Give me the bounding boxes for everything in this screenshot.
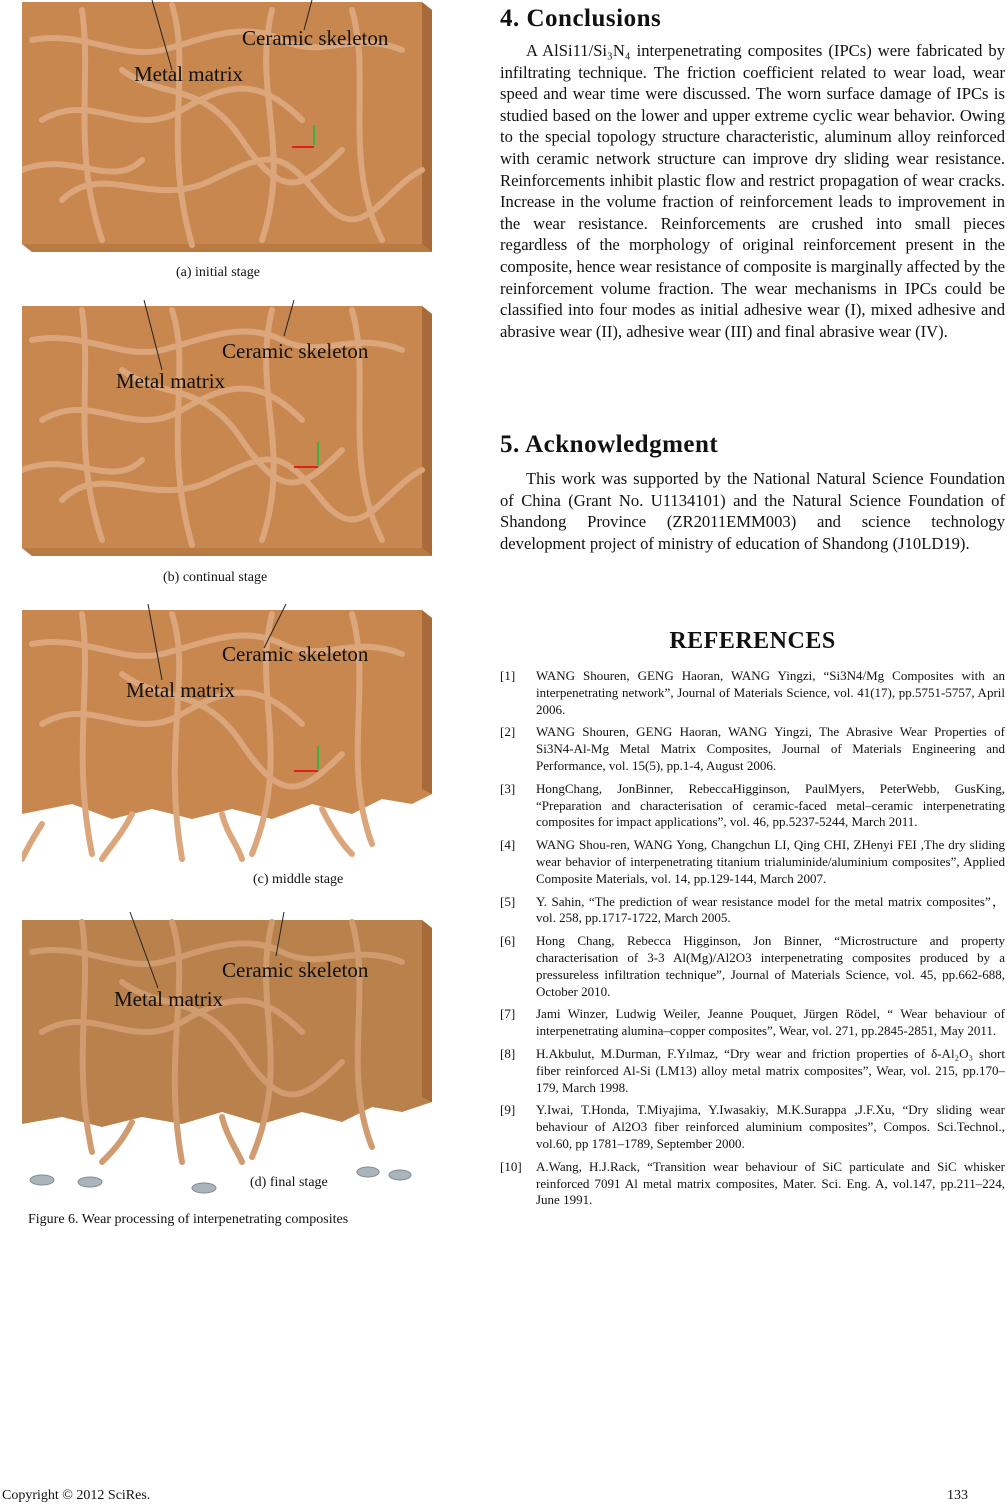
reference-item	[500, 724, 1005, 774]
reference-number: [4]	[500, 837, 516, 853]
reference-item	[500, 1046, 1005, 1096]
reference-item	[500, 668, 1005, 718]
ceramic-skeleton-label: Ceramic skeleton	[242, 26, 389, 50]
reference-text: WANG Shou-ren, WANG Yong, Changchun LI, Qing CHI, ZHenyi FEI ,The dry sliding wear behavior of interpenetrating titanium trialuminide/aluminium composites”, Applied Composite Materials, vol. 14, pp.129-144, March 2007.	[536, 837, 1005, 886]
reference-number: [1]	[500, 668, 516, 683]
copyright-notice: Copyright © 2012 SciRes.	[2, 1488, 151, 1503]
reference-number: [7]	[500, 1006, 516, 1022]
references-title: REFERENCES	[669, 628, 836, 654]
metal-matrix-label: Metal matrix	[126, 678, 236, 702]
figure-panel-c	[22, 604, 434, 864]
reference-text: H.Akbulut, M.Durman, F.Yılmaz, “Dry wear and friction properties of δ-Al₂O₃ short fiber reinforced Al-Si (LM13) alloy metal matrix composites”, Wear, vol. 215, pp.170–179, March 1998.	[536, 1045, 1005, 1095]
ceramic-skeleton-label: Ceramic skeleton	[222, 339, 369, 363]
reference-text: Y.Iwai, T.Honda, T.Miyajima, Y.Iwasakiy, M.K.Surappa ,J.F.Xu, “Dry sliding wear behaviour of Al2O3 fiber reinforced aluminium composites”, Compos. Sci.Technol., vol.60, pp 1781–1789, September 2000.	[536, 1102, 1005, 1151]
figure-panel-b	[22, 300, 434, 558]
references-list	[500, 668, 1005, 1215]
reference-text: HongChang, JonBinner, RebeccaHigginson, PaulMyers, PeterWebb, GusKing, “Preparation and characterisation of ceramic-faced metal–ceramic interpenetrating composites for impact applications”, vol. 46, pp.5237-5244, March 2011.	[536, 780, 1005, 830]
figure-caption: Figure 6. Wear processing of interpenetrating composites	[28, 1212, 349, 1227]
reference-number: [8]	[500, 1045, 516, 1061]
section-title: 4. Conclusions	[500, 5, 662, 32]
conclusions-section	[500, 4, 1005, 342]
panel-a-caption: (a) initial stage	[176, 265, 260, 280]
reference-number: [9]	[500, 1102, 516, 1118]
reference-number: [2]	[500, 724, 516, 740]
reference-number: [5]	[500, 893, 516, 909]
acknowledgment-section	[500, 430, 1005, 554]
metal-matrix-label: Metal matrix	[116, 369, 226, 393]
section-title: 5. Acknowledgment	[500, 431, 719, 458]
reference-item	[500, 1006, 1005, 1040]
page-number: 133	[947, 1488, 968, 1503]
panel-c-caption: (c) middle stage	[253, 872, 344, 887]
figure-panel-d	[22, 912, 434, 1200]
reference-text: Y. Sahin, “The prediction of wear resistance model for the metal matrix composites”， vol. 258, pp.1717-1722, March 2005.	[536, 893, 1005, 926]
reference-text: A.Wang, H.J.Rack, “Transition wear behaviour of SiC particulate and SiC whisker reinforced 7091 Al metal matrix composites, Mater. Sci. Eng. A, vol.147, pp.211–224, June 1991.	[536, 1158, 1005, 1208]
reference-text: Hong Chang, Rebecca Higginson, Jon Binner, “Microstructure and property characterisation of 3-3 Al(Mg)/Al2O3 interpenetrating composites produced by a pressureless infiltration technique”, Journal of Materials Science, vol. 45, pp.662-688, October 2010.	[536, 933, 1005, 999]
reference-number: [6]	[500, 933, 516, 949]
panel-b-caption: (b) continual stage	[163, 570, 268, 585]
figure-panel-a	[22, 0, 434, 256]
reference-number: [3]	[500, 780, 516, 796]
reference-item	[500, 837, 1005, 887]
reference-item	[500, 933, 1005, 1000]
reference-number: [10]	[500, 1158, 522, 1174]
metal-matrix-label: Metal matrix	[134, 62, 244, 86]
metal-matrix-label: Metal matrix	[114, 987, 224, 1011]
reference-item	[500, 1159, 1005, 1209]
wear-debris	[30, 1167, 411, 1193]
conclusions-text: A AlSi11/Si₃N₄ interpenetrating composites (IPCs) were fabricated by infiltrating technique. The friction coefficient related to wear load, wear speed and wear time were discussed. The worn surface damage of IPCs is studied based on the lower and upper extreme cyclic wear behavior. Owing to the special topology structure characteristic, aluminum alloy reinforced with ceramic network structure can improve dry sliding wear resistance. Reinforcements inhibit plastic flow and restrict propagation of wear cracks. Increase in the volume fraction of reinforcement leads to improvement in the wear resistance. Reinforcements are crushed into small pieces regardless of the morphology of original reinforcement present in the composite, hence wear resistance of composite is marginally affected by the reinforcement volume fraction. The wear mechanisms in IPCs could be classified into four modes as initial adhesive wear (I), mixed adhesive and abrasive wear (II), adhesive wear (III) and final abrasive wear (IV).	[500, 41, 1005, 341]
panel-d-caption: (d) final stage	[250, 1175, 328, 1190]
reference-item	[500, 781, 1005, 831]
acknowledgment-text: This work was supported by the National Natural Science Foundation of China (Grant No. U1134101) and the Natural Science Foundation of Shandong Province (ZR2011EMM003) and science technology development project of ministry of education of Shandong (J10LD19).	[500, 469, 1005, 553]
composite-block-image	[22, 912, 434, 1200]
ceramic-skeleton-label: Ceramic skeleton	[222, 642, 369, 666]
ceramic-skeleton-label: Ceramic skeleton	[222, 958, 369, 982]
reference-item	[500, 1102, 1005, 1152]
reference-text: WANG Shouren, GENG Haoran, WANG Yingzi, “Si3N4/Mg Composites with an interpenetrating network”, Journal of Materials Science, vol. 41(17), pp.5751-5757, April 2006.	[536, 668, 1005, 717]
reference-text: Jami Winzer, Ludwig Weiler, Jeanne Pouquet, Jürgen Rödel, “ Wear behaviour of interpenetrating alumina–copper composites”, Wear, vol. 271, pp.2845-2851, May 2011.	[536, 1006, 1005, 1039]
reference-text: WANG Shouren, GENG Haoran, WANG Yingzi, The Abrasive Wear Properties of Si3N4-Al-Mg Metal Matrix Composites, Journal of Materials Engineering and Performance, vol. 15(5), pp.1-4, August 2006.	[536, 724, 1005, 773]
reference-item	[500, 894, 1005, 928]
